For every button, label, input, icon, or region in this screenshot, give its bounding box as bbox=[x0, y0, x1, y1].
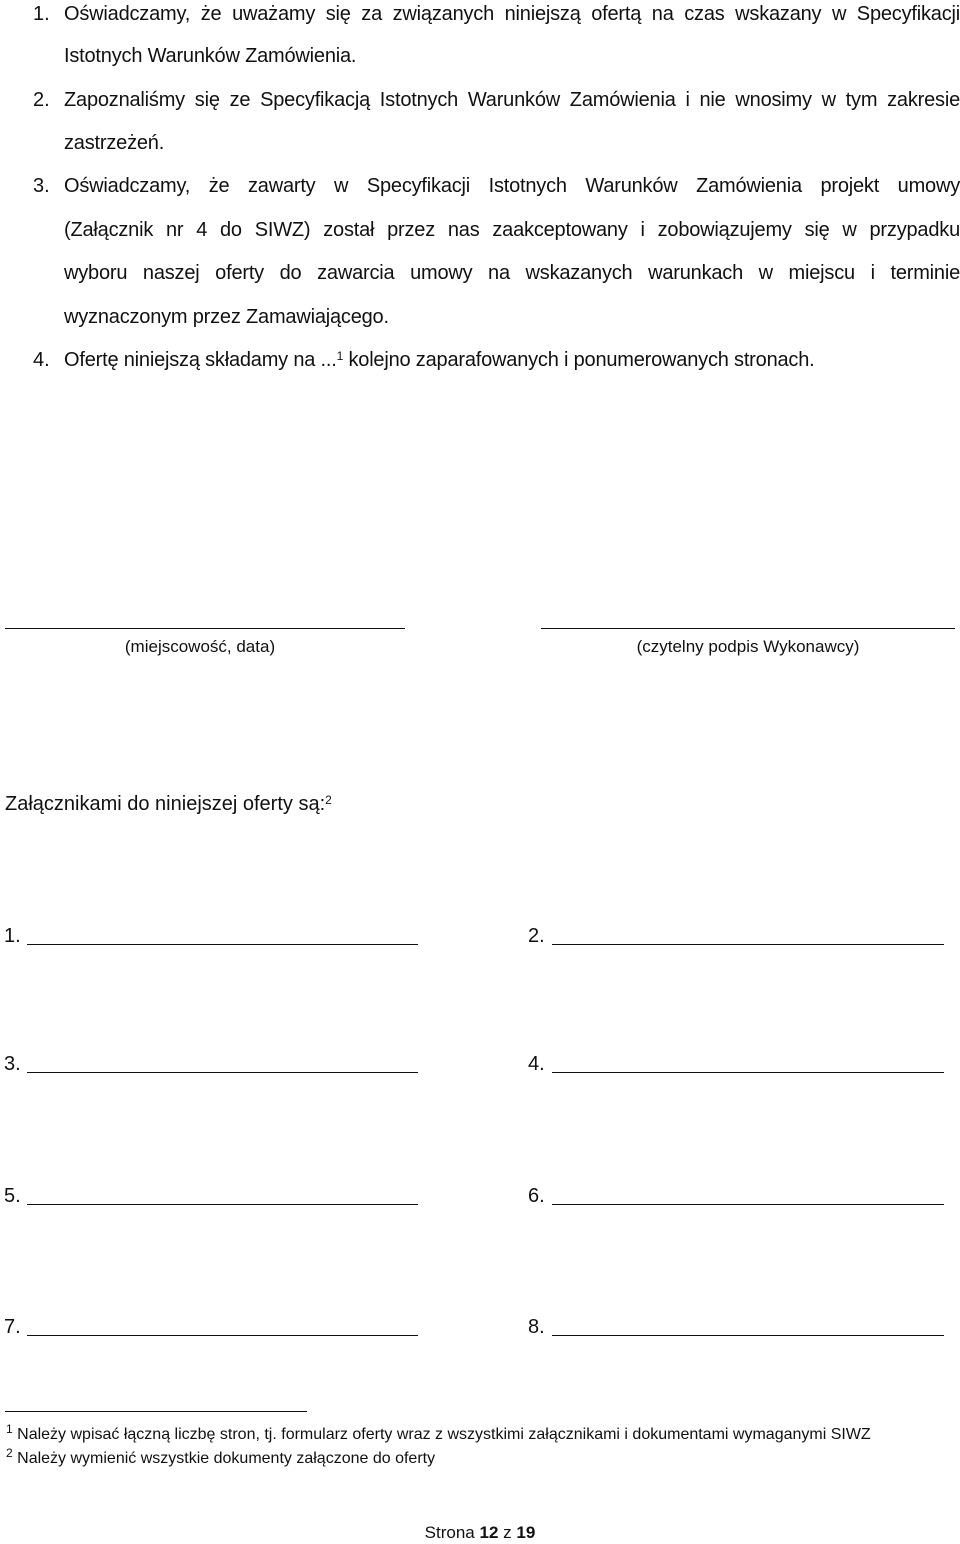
declaration-number: 2. bbox=[33, 89, 50, 111]
attachment-field[interactable] bbox=[552, 1072, 944, 1073]
attachment-field[interactable] bbox=[552, 1335, 944, 1336]
attachment-number: 3. bbox=[4, 1053, 21, 1075]
attachment-number: 2. bbox=[528, 925, 545, 947]
footnote-text: Należy wymienić wszystkie dokumenty załączone do oferty bbox=[17, 1450, 436, 1467]
total-pages: 19 bbox=[516, 1523, 536, 1542]
signature-caption: (czytelny podpis Wykonawcy) bbox=[636, 637, 860, 656]
attachment-number: 4. bbox=[528, 1053, 545, 1075]
footnote-text: Należy wpisać łączną liczbę stron, tj. formularz oferty wraz z wszystkimi załącznikami i dokumentami wymaganymi SIWZ bbox=[17, 1426, 871, 1443]
signature-line[interactable] bbox=[541, 628, 955, 629]
page-number-footer bbox=[0, 1522, 960, 1544]
attachments-heading-text: Załącznikami do niniejszej oferty są: bbox=[5, 793, 326, 815]
footnote bbox=[6, 1448, 435, 1470]
footnote-ref: 1 bbox=[336, 349, 344, 363]
place-date-caption: (miejscowość, data) bbox=[124, 637, 276, 656]
footnote-ref: 2 bbox=[325, 793, 332, 807]
attachment-number: 6. bbox=[528, 1185, 545, 1207]
page-label: Strona bbox=[424, 1523, 475, 1542]
declaration-text: Zapoznaliśmy się ze Specyfikacją Istotnych Warunków Zamówienia i nie wnosimy w tym zakresie bbox=[64, 89, 960, 111]
footnote bbox=[6, 1424, 871, 1446]
attachment-number: 5. bbox=[4, 1185, 21, 1207]
footnote-separator bbox=[5, 1411, 307, 1412]
attachment-field[interactable] bbox=[552, 944, 944, 945]
declaration-text: Oświadczamy, że zawarty w Specyfikacji Istotnych Warunków Zamówienia projekt umowy bbox=[64, 175, 960, 197]
footnote-mark: 2 bbox=[6, 1446, 13, 1460]
current-page: 12 bbox=[479, 1523, 499, 1542]
attachments-heading bbox=[5, 790, 332, 818]
declaration-text: wyznaczonym przez Zamawiającego. bbox=[64, 306, 389, 328]
attachment-field[interactable] bbox=[552, 1204, 944, 1205]
attachment-number: 8. bbox=[528, 1316, 545, 1338]
attachment-field[interactable] bbox=[27, 1335, 418, 1336]
declaration-text: (Załącznik nr 4 do SIWZ) został przez nas zaakceptowany i zobowiązujemy się w przypadku bbox=[64, 219, 960, 241]
attachment-number: 1. bbox=[4, 925, 21, 947]
declaration-text: zastrzeżeń. bbox=[64, 132, 165, 154]
attachment-field[interactable] bbox=[27, 1072, 418, 1073]
declaration-text: wyboru naszej oferty do zawarcia umowy na wskazanych warunkach w miejscu i terminie bbox=[64, 262, 960, 284]
attachment-field[interactable] bbox=[27, 1204, 418, 1205]
footnote-mark: 1 bbox=[6, 1422, 13, 1436]
declaration-text: Oświadczamy, że uważamy się za związanych niniejszą ofertą na czas wskazany w Specyfikacji bbox=[64, 3, 960, 25]
declaration-text bbox=[64, 346, 815, 374]
declaration-text-after: kolejno zaparafowanych i ponumerowanych stronach. bbox=[343, 349, 815, 371]
declaration-number: 4. bbox=[33, 349, 50, 371]
page-separator: z bbox=[503, 1523, 512, 1542]
place-date-line[interactable] bbox=[5, 628, 405, 629]
attachment-field[interactable] bbox=[27, 944, 418, 945]
declaration-number: 3. bbox=[33, 175, 50, 197]
declaration-text-before: Ofertę niniejszą składamy na ... bbox=[64, 349, 337, 371]
attachment-number: 7. bbox=[4, 1316, 21, 1338]
declaration-number: 1. bbox=[33, 3, 50, 25]
declaration-text: Istotnych Warunków Zamówienia. bbox=[64, 45, 357, 67]
